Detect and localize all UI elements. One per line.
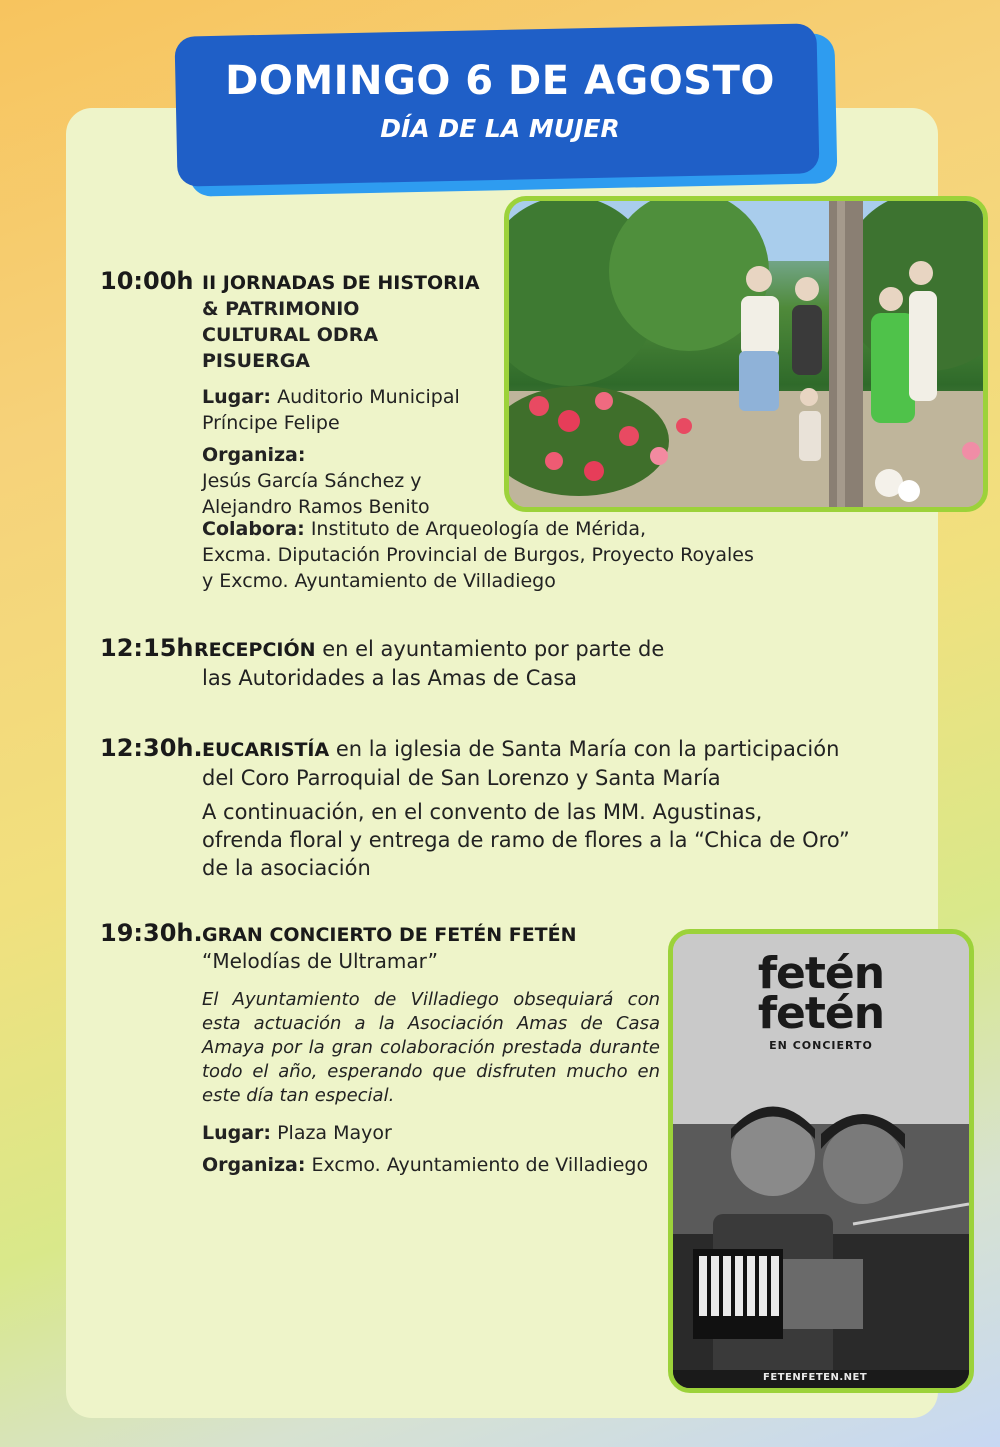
organiza-value-line1: Jesús García Sánchez y (202, 470, 422, 492)
event-desc-line1: en la iglesia de Santa María con la participación (335, 737, 840, 761)
event-title: EUCARISTÍA (202, 739, 330, 761)
event-time: 12:30h. (100, 734, 203, 762)
event-title-line4: PISUERGA (202, 350, 311, 372)
organiza-label: Organiza: (202, 444, 306, 466)
poster-website: FETENFETEN.NET (763, 1372, 868, 1383)
event-1215 (100, 634, 860, 692)
photo-women-park (504, 196, 988, 512)
event-title: GRAN CONCIERTO DE FETÉN FETÉN (202, 924, 577, 946)
lugar-value-line2: Príncipe Felipe (202, 412, 340, 434)
lugar-value: Plaza Mayor (277, 1122, 392, 1144)
event-extra-line2: ofrenda floral y entrega de ramo de flores a la “Chica de Oro” (202, 828, 850, 852)
header-banner (174, 23, 819, 186)
colabora-label: Colabora: (202, 518, 305, 540)
poster-brand-line2: fetén (757, 988, 885, 1039)
colabora-value-line1: Instituto de Arqueología de Mérida, (310, 518, 647, 540)
poster-tagline: EN CONCIERTO (769, 1039, 873, 1052)
event-time: 12:15h. (100, 634, 203, 662)
page-subtitle: DÍA DE LA MUJER (380, 114, 620, 143)
organiza-label: Organiza: (202, 1154, 306, 1176)
page-title: DOMINGO 6 DE AGOSTO (225, 58, 775, 104)
event-extra-line1: A continuación, en el convento de las MM. Agustinas, (202, 800, 763, 824)
event-1230 (100, 734, 900, 882)
event-title: RECEPCIÓN (194, 639, 316, 661)
event-title-line2: & PATRIMONIO (202, 298, 360, 320)
event-title-line1: II JORNADAS DE HISTORIA (202, 272, 480, 294)
poster-brand-line1: fetén (757, 948, 885, 999)
event-description: El Ayuntamiento de Villadiego obsequiará con esta actuación a la Asociación Amas de Casa Amaya por la gran colaboración prestada durante todo el año, esperando que disfruten mucho en este día tan especial. (202, 989, 660, 1106)
colabora-value-line3: y Excmo. Ayuntamiento de Villadiego (202, 570, 556, 592)
event-desc-line2: las Autoridades a las Amas de Casa (202, 666, 578, 690)
event-subtitle: “Melodías de Ultramar” (202, 949, 439, 973)
event-1000-colabora (202, 516, 842, 594)
poster-brand (673, 948, 969, 1054)
park-illustration (509, 201, 983, 507)
event-desc-line1: en el ayuntamiento por parte de (322, 637, 665, 661)
event-1000 (100, 268, 520, 520)
organiza-value: Excmo. Ayuntamiento de Villadiego (311, 1154, 649, 1176)
organiza-value-line2: Alejandro Ramos Benito (202, 496, 430, 518)
colabora-value-line2: Excma. Diputación Provincial de Burgos, Proyecto Royales (202, 544, 754, 566)
event-desc-line2: del Coro Parroquial de San Lorenzo y Santa María (202, 766, 721, 790)
lugar-label: Lugar: (202, 386, 272, 408)
lugar-value-line1: Auditorio Municipal (277, 386, 460, 408)
event-time: 10:00h (100, 267, 194, 295)
lugar-label: Lugar: (202, 1122, 272, 1144)
event-1930 (100, 920, 660, 1178)
event-time: 19:30h. (100, 919, 203, 947)
event-title-line3: CULTURAL ODRA (202, 324, 379, 346)
concert-poster (668, 929, 974, 1393)
event-extra-line3: de la asociación (202, 856, 371, 880)
